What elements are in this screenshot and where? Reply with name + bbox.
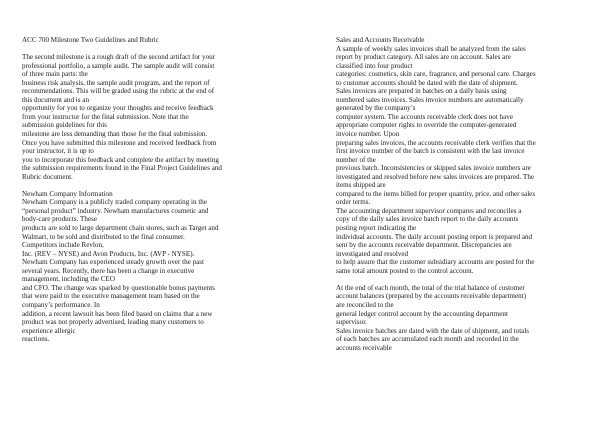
text-line: A sample of weekly sales invoices shall be analyzed from the sales (336, 44, 526, 53)
text-line: The second milestone is a rough draft of the second artifact for your (22, 53, 216, 62)
text-line: Newham Company is a publicly traded company operating in the (22, 198, 207, 207)
right-column (336, 36, 594, 352)
text-line: copy of the daily sales invoice batch report to the daily accounts (336, 215, 519, 224)
text-line: submission guidelines for this (22, 121, 107, 130)
text-line: order terms. (336, 198, 371, 207)
text-line: you to incorporate this feedback and complete the artifact by meeting (22, 155, 219, 164)
text-line: experience allergic (22, 326, 76, 335)
text-line: this document and is an (22, 95, 89, 104)
text-line: Once you have submitted this milestone and received feedback from (22, 138, 217, 147)
section-heading-company: Newham Company Information (22, 189, 113, 198)
text-line: “personal product” industry. Newham manufactures cosmetic and (22, 206, 209, 215)
text-line: the submission requirements found in the Final Project Guidelines and (22, 164, 222, 173)
text-line: investigated and resolved before new sales invoices are prepared. The (336, 172, 535, 181)
text-line: preparing sales invoices, the accounts receivable clerk verifies that the (336, 138, 536, 147)
text-line: generated by the company’s (336, 104, 416, 113)
text-line: to customer accounts should be dated with the date of shipment. (336, 78, 518, 87)
text-line: business risk analysis, the sample audit program, and the report of (22, 78, 210, 87)
document-title: ACC 700 Milestone Two Guidelines and Rubric (22, 36, 159, 44)
text-line: supervisor. (336, 318, 367, 327)
text-line: At the end of each month, the total of the trial balance of customer (336, 283, 525, 292)
text-line: Competitors include Revlon, (22, 241, 104, 250)
text-line: body-care products. These (22, 215, 97, 224)
text-line: milestone are less demanding than those for the final submission. (22, 130, 208, 139)
month-end-paragraph (336, 284, 594, 352)
text-line: accounts receivable (336, 343, 392, 352)
sales-paragraph (336, 45, 594, 276)
text-line: appropriate computer rights to override the computer-generated (336, 121, 517, 130)
text-line: Rubric document. (22, 172, 73, 181)
text-line: recommendations. This will be graded using the rubric at the end of (22, 87, 215, 96)
text-line: to help assure that the customer subsidiary accounts are posted for the (336, 258, 535, 267)
text-line: individual accounts. The daily account posting report is prepared and (336, 232, 533, 241)
spacer (336, 275, 594, 284)
left-column (22, 36, 290, 344)
text-line: general ledger control account by the accounting department (336, 309, 508, 318)
text-line: The accounting department supervisor compares and reconciles a (336, 206, 522, 215)
text-line: computer system. The accounts receivable clerk does not have (336, 112, 513, 121)
text-line: management, including the CEO (22, 275, 115, 284)
company-paragraph (22, 198, 290, 343)
text-line: that were paid to the executive management team based on the (22, 292, 200, 301)
text-line: of three main parts: the (22, 70, 88, 79)
text-line: invoice number. Upon (336, 130, 400, 139)
text-line: addition, a recent lawsuit has been filed based on claims that a new (22, 309, 213, 318)
text-line: several years. Recently, there has been a change in executive (22, 266, 195, 275)
text-line: professional portfolio, a sample audit. The sample audit will consist (22, 61, 215, 70)
text-line: and CFO. The change was sparked by questionable bonus payments (22, 283, 215, 292)
text-line: are reconciled to the (336, 300, 394, 309)
text-line: categories: cosmetics, skin care, fragrance, and personal care. Charges (336, 70, 536, 79)
text-line: your instructor, it is up to (22, 147, 94, 156)
text-line: report by product category. All sales are on account. Sales are (336, 53, 511, 62)
text-line: numbered sales invoices. Sales invoice numbers are automatically (336, 95, 524, 104)
text-line: reactions. (22, 335, 50, 344)
text-line: Walmart, to be sold and distributed to the final consumer. (22, 232, 185, 241)
spacer (22, 45, 290, 54)
text-line: opportunity for you to organize your thoughts and receive feedback (22, 104, 214, 113)
text-line: previous batch. Inconsistencies or skipped sales invoice numbers are (336, 164, 531, 173)
text-line: same total amount posted to the control account. (336, 266, 474, 275)
text-line: Sales invoices are prepared in batches on a daily basis using (336, 87, 507, 96)
section-heading-sales: Sales and Accounts Receivable (336, 36, 425, 44)
spacer (22, 181, 290, 190)
text-line: items shipped are (336, 181, 386, 190)
text-line: compared to the items billed for proper quantity, price, and other sales (336, 189, 536, 198)
text-line: account balances (prepared by the accounts receivable department) (336, 292, 527, 301)
text-line: Newham Company has experienced steady growth over the past (22, 258, 205, 267)
text-line: company’s performance. In (22, 300, 100, 309)
text-line: number of the (336, 155, 376, 164)
text-line: classified into four product (336, 61, 413, 70)
text-line: sent by the accounts receivable department. Discrepancies are (336, 241, 512, 250)
text-line: Sales invoice batches are dated with the date of shipment, and totals (336, 326, 530, 335)
text-line: investigated and resolved (336, 249, 409, 258)
intro-paragraph (22, 53, 290, 181)
text-line: Inc. (REV – NYSE) and Avon Products, Inc. (AVP - NYSE). (22, 249, 195, 258)
text-line: products are sold to large department chain stores, such as Target and (22, 224, 219, 233)
text-line: product was not properly advertised, leading many customers to (22, 318, 204, 327)
text-line: first invoice number of the batch is consistent with the last invoice (336, 147, 525, 156)
text-line: from your instructor for the final submission. Note that the (22, 112, 189, 121)
text-line: of each batches are accumulated each month and recorded in the (336, 335, 519, 344)
text-line: posting report indicating the (336, 224, 417, 233)
